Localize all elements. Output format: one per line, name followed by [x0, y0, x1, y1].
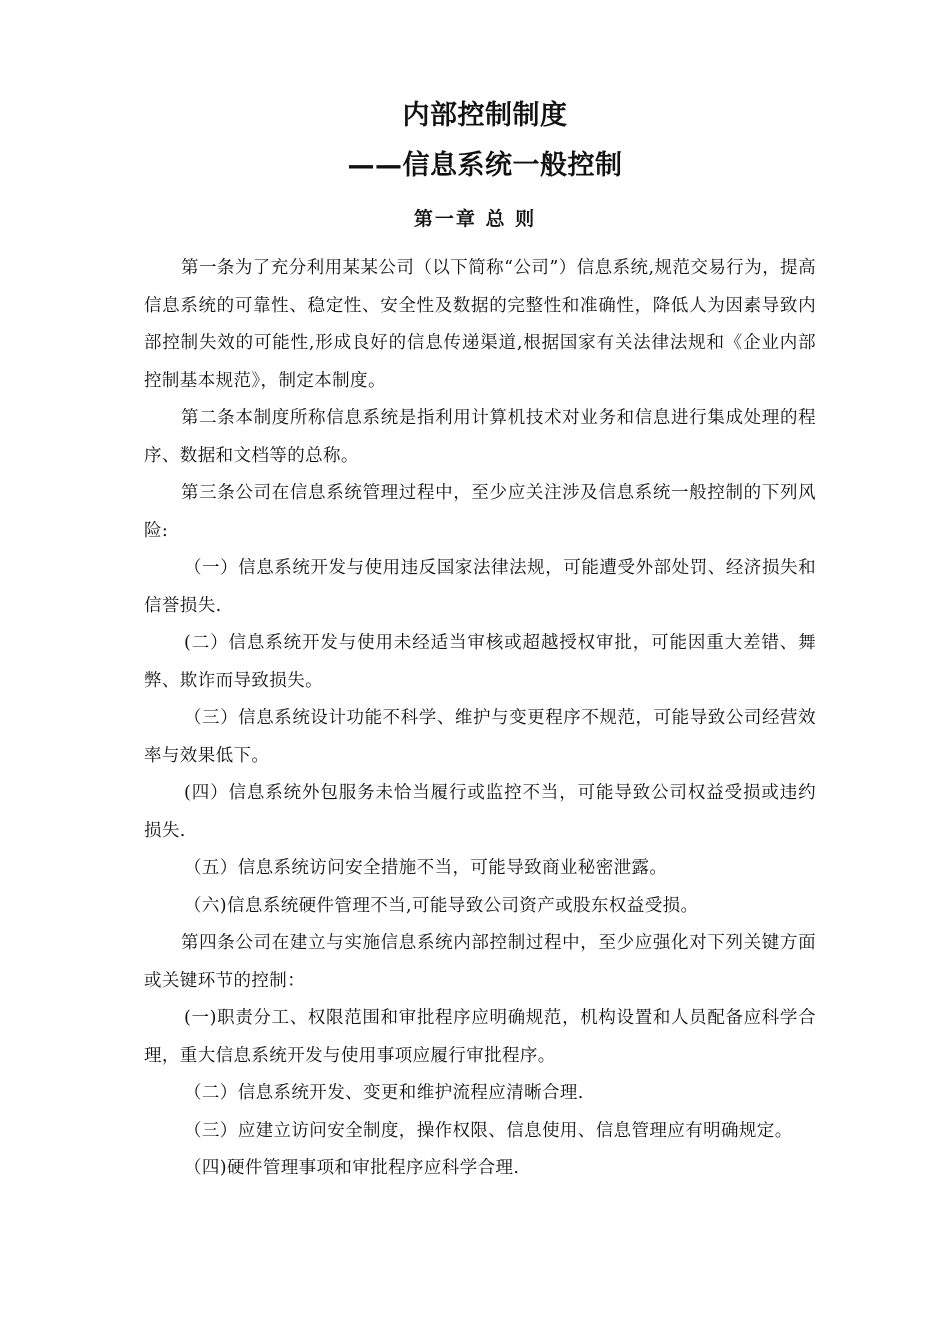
article-1: 第一条为了充分利用某某公司（以下简称“公司”）信息系统,规范交易行为，提高信息系统的可靠性、稳定性、安全性及数据的完整性和准确性，降低人为因素导致内部控制失效的可能性,形成良好的信息传递渠道,根据国家有关法律法规和《企业内部控制基本规范》，制定本制度。	[144, 258, 816, 391]
article-4-item-1: (一)职责分工、权限范围和审批程序应明确规范，机构设置和人员配备应科学合理，重大信息系统开发与使用事项应履行审批程序。	[144, 1008, 816, 1066]
chapter-heading: 第一章 总 则	[413, 208, 537, 230]
article-3-item-5: （五）信息系统访问安全措施不当，可能导致商业秘密泄露。	[184, 858, 668, 878]
article-4-item-3: （三）应建立访问安全制度，操作权限、信息使用、信息管理应有明确规定。	[184, 1120, 793, 1141]
article-3-item-6: （六)信息系统硬件管理不当,可能导致公司资产或股东权益受损。	[184, 895, 699, 916]
article-4-item-4: （四)硬件管理事项和审批程序应科学合理.	[184, 1158, 520, 1178]
article-2: 第二条本制度所称信息系统是指利用计算机技术对业务和信息进行集成处理的程序、数据和文档等的总称。	[144, 408, 816, 466]
article-3: 第三条公司在信息系统管理过程中，至少应关注涉及信息系统一般控制的下列风险:	[144, 483, 816, 541]
article-3-item-1: （一）信息系统开发与使用违反国家法律法规，可能遭受外部处罚、经济损失和信誉损失.	[144, 558, 816, 616]
article-3-item-2: (二）信息系统开发与使用未经适当审核或超越授权审批，可能因重大差错、舞弊、欺诈而导致损失。	[144, 633, 816, 691]
document-body	[144, 250, 816, 1188]
document-subtitle: ——信息系统一般控制	[347, 150, 623, 181]
article-3-item-3: （三）信息系统设计功能不科学、维护与变更程序不规范，可能导致公司经营效率与效果低下。	[144, 708, 816, 766]
article-3-item-4: (四）信息系统外包服务未恰当履行或监控不当，可能导致公司权益受损或违约损失.	[144, 783, 816, 841]
document-title: 内部控制制度	[402, 100, 568, 131]
article-4: 第四条公司在建立与实施信息系统内部控制过程中，至少应强化对下列关键方面或关键环节的控制：	[144, 933, 816, 991]
article-4-item-2: （二）信息系统开发、变更和维护流程应清晰合理.	[184, 1083, 584, 1103]
